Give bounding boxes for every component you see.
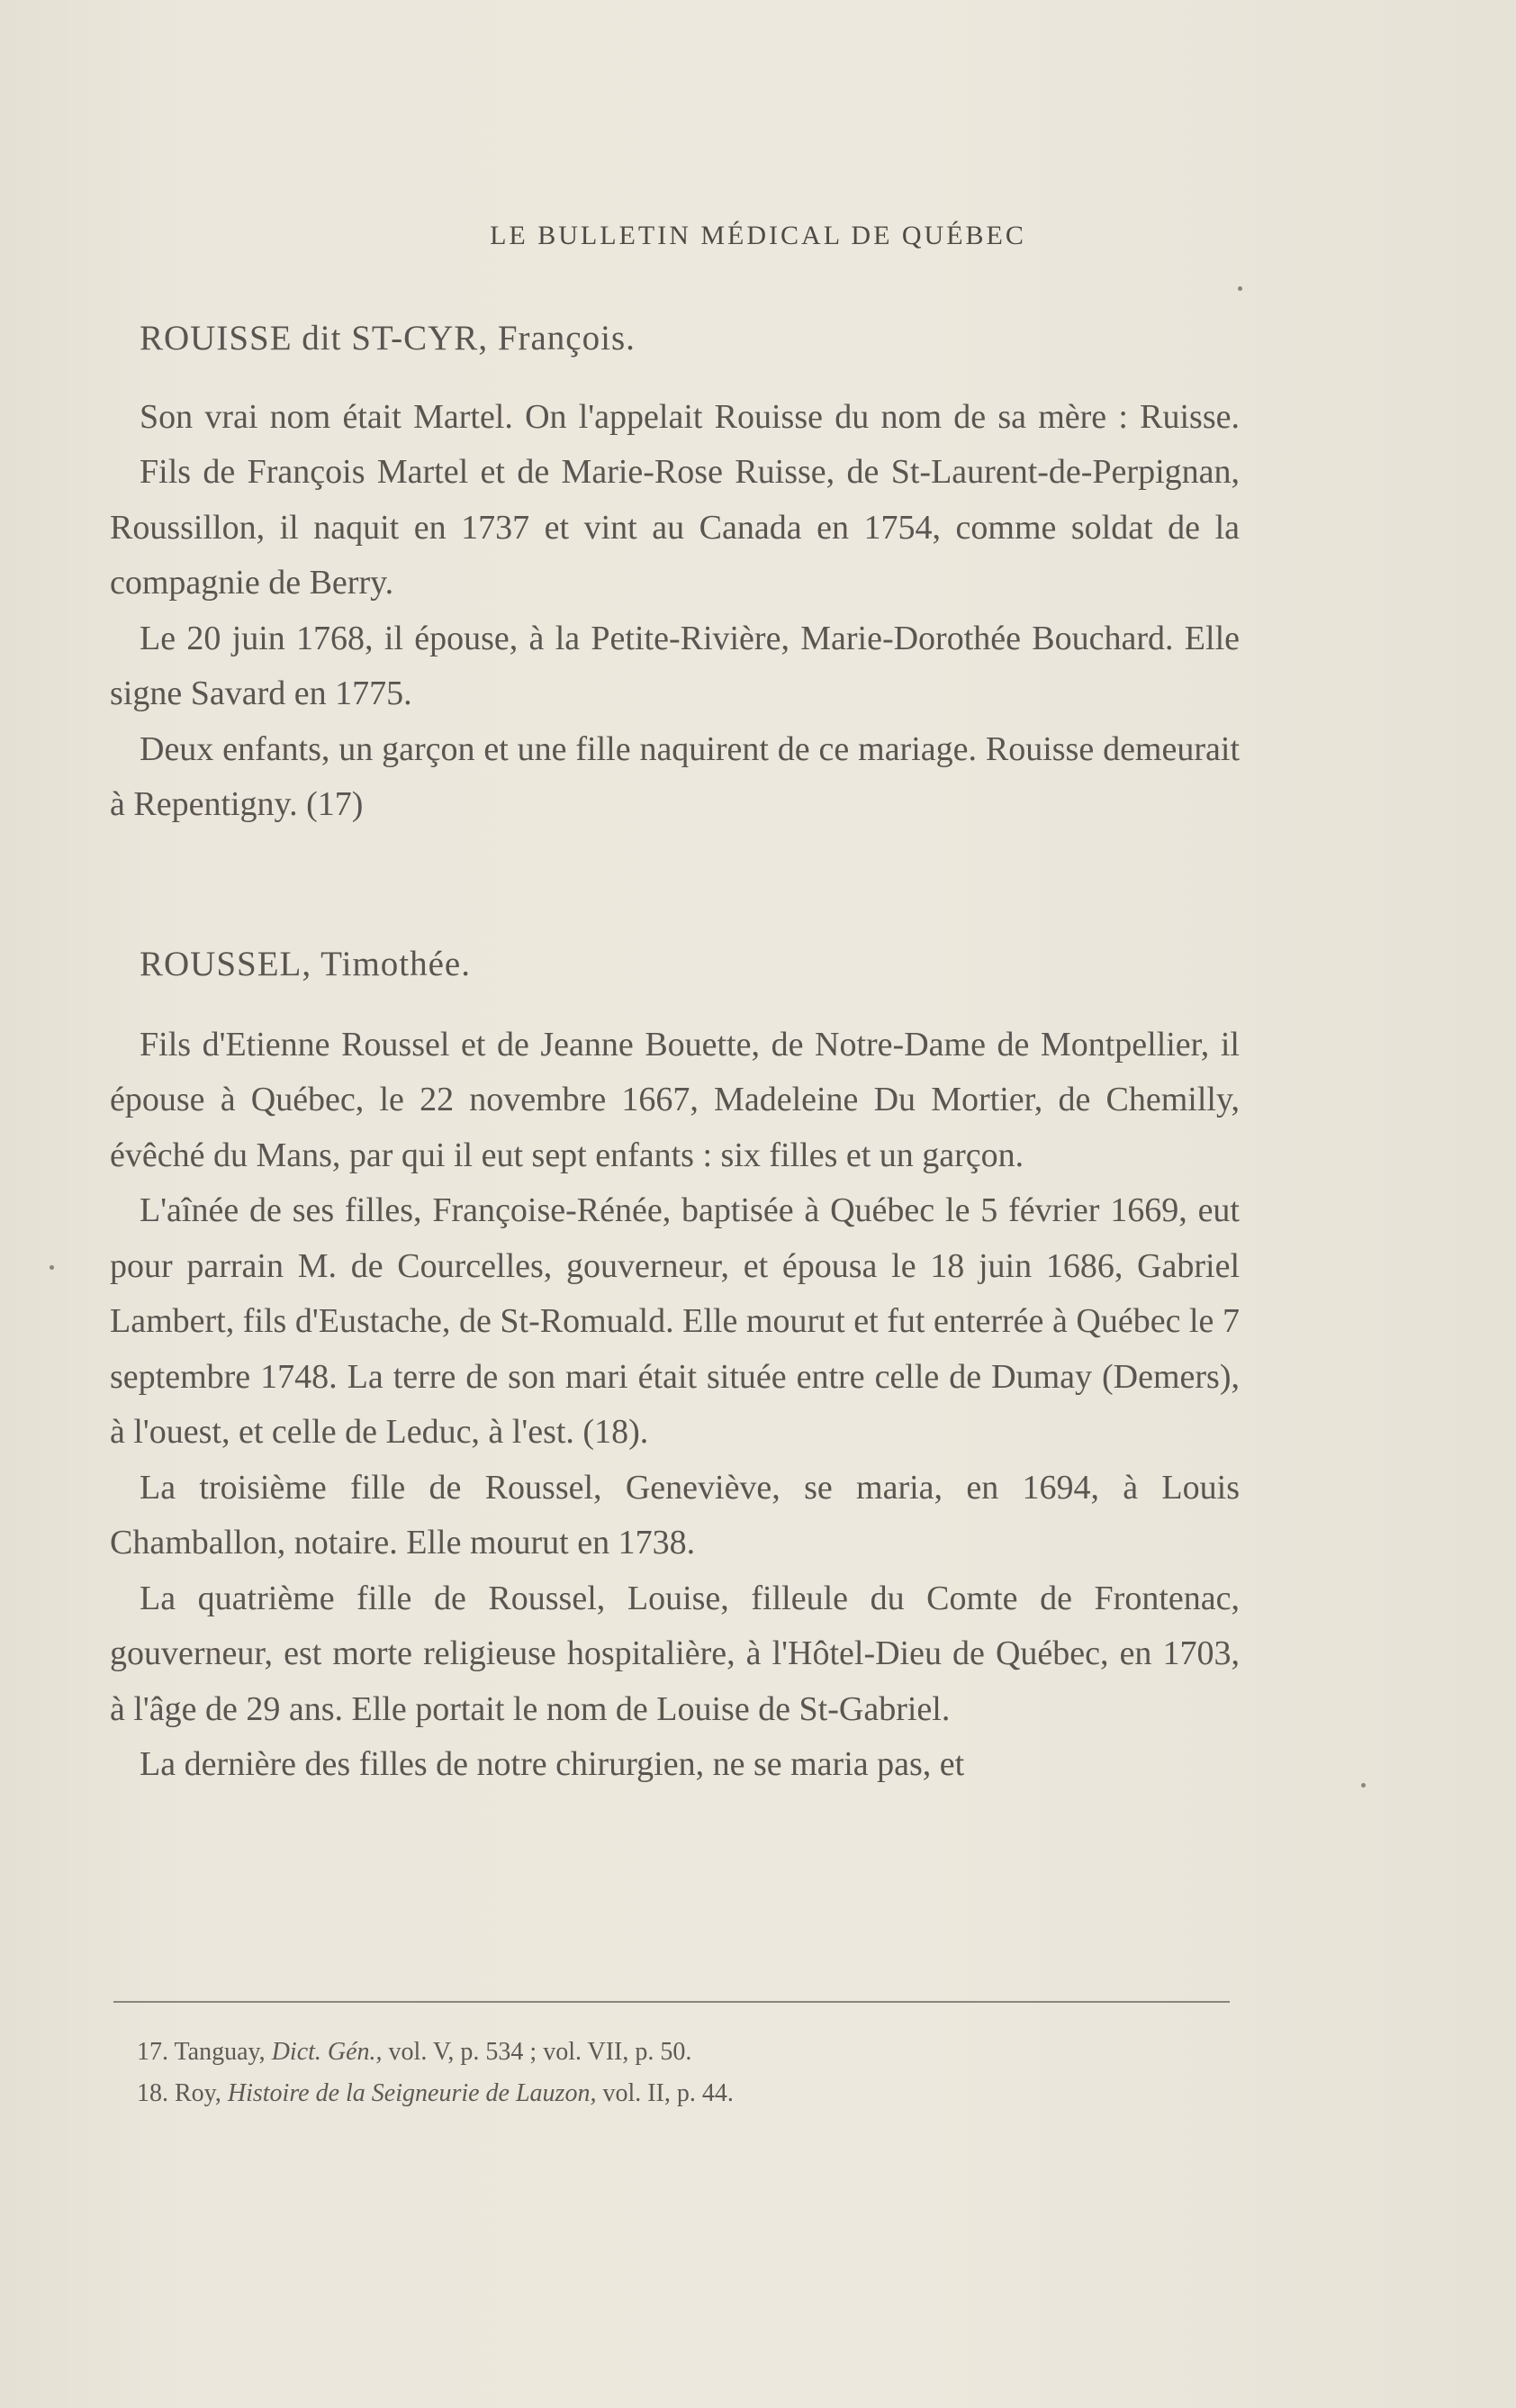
paragraph: Fils d'Etienne Roussel et de Jeanne Bouette, de Notre-Dame de Montpellier, il épouse à Québec, le 22 novembre 1667, Madeleine Du Mortier, de Chemilly, évêché du Mans, par qui il eut sept enfants : six filles et un garçon. [110, 1025, 1240, 1174]
footnote-author: Tanguay, [174, 2038, 266, 2066]
entry-title: ROUSSEL, Timothée. [140, 945, 471, 983]
running-header: LE BULLETIN MÉDICAL DE QUÉBEC [490, 221, 1026, 250]
footnote-rule [113, 2001, 1230, 2003]
footnote-reference: vol. V, p. 534 ; vol. VII, p. 50. [388, 2038, 692, 2066]
paragraph: Le 20 juin 1768, il épouse, à la Petite-Rivière, Marie-Dorothée Bouchard. Elle signe Savard en 1775. [110, 619, 1240, 712]
footnote-author: Roy, [175, 2079, 221, 2107]
paper-speck [1238, 286, 1242, 291]
footnote-number: 17. [137, 2038, 168, 2066]
entry-roussel [110, 937, 1240, 1793]
paragraph: La quatrième fille de Roussel, Louise, filleule du Comte de Frontenac, gouverneur, est morte religieuse hospitalière, à l'Hôtel-Dieu de Québec, en 1703, à l'âge de 29 ans. Elle portait le nom de Louise de St-Gabriel. [110, 1579, 1240, 1728]
paragraph: L'aînée de ses filles, Françoise-Rénée, baptisée à Québec le 5 février 1669, eut pour parrain M. de Courcelles, gouverneur, et épousa le 18 juin 1686, Gabriel Lambert, fils d'Eustache, de St-Romuald. Elle mourut et fut enterrée à Québec le 7 septembre 1748. La terre de son mari était située entre celle de Dumay (Demers), à l'ouest, et celle de Leduc, à l'est. (18). [110, 1191, 1240, 1451]
paragraph: La troisième fille de Roussel, Geneviève, se maria, en 1694, à Louis Chamballon, notaire. Elle mourut en 1738. [110, 1468, 1240, 1562]
paper-speck [50, 1265, 54, 1270]
paragraph: Deux enfants, un garçon et une fille naquirent de ce mariage. Rouisse demeurait à Repentigny. (17) [110, 729, 1240, 823]
paragraph: Fils de François Martel et de Marie-Rose Ruisse, de St-Laurent-de-Perpignan, Roussillon, il naquit en 1737 et vint au Canada en 1754, comme soldat de la compagnie de Berry. [110, 453, 1240, 602]
entry-rouisse [110, 311, 1240, 833]
footnote-number: 18. [137, 2079, 168, 2107]
footnotes [137, 2032, 1217, 2114]
footnote [137, 2073, 1217, 2114]
footnote-work: Dict. Gén., [271, 2038, 383, 2066]
paragraph: La dernière des filles de notre chirurgien, ne se maria pas, et [140, 1745, 965, 1783]
footnote-work: Histoire de la Seigneurie de Lauzon, [227, 2079, 597, 2107]
paper-speck [1361, 1783, 1366, 1788]
footnote [137, 2032, 1217, 2073]
entry-title: ROUISSE dit ST-CYR, François. [140, 319, 636, 358]
paragraph: Son vrai nom était Martel. On l'appelait Rouisse du nom de sa mère : Ruisse. [140, 397, 1240, 436]
footnote-reference: vol. II, p. 44. [602, 2079, 734, 2107]
